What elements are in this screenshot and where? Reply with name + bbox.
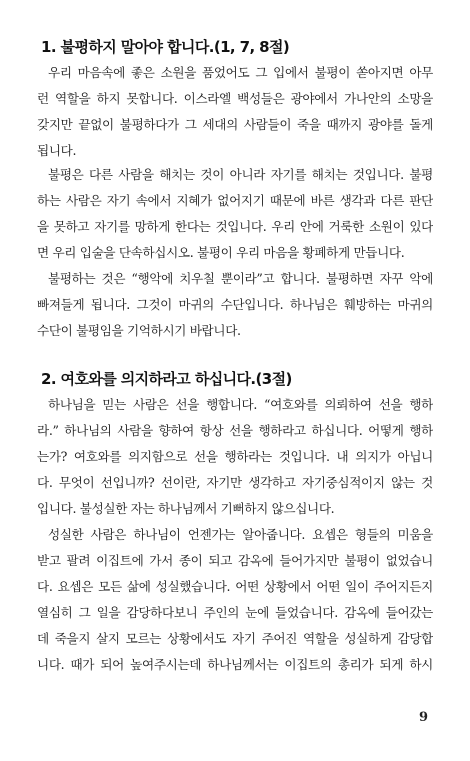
page-number: 9 [419, 710, 429, 725]
paragraph-line: 다. 무엇이 선입니까? 선이란, 자기만 생각하고 자기중심적이지 않는 것 [37, 475, 433, 490]
paragraph-line: 면 우리 입술을 단속하십시오. 불평이 우리 마음을 황폐하게 만듭니다. [37, 245, 405, 260]
paragraph-line: 런 역할을 하지 못합니다. 이스라엘 백성들은 광야에서 가나안의 소망을 [37, 91, 433, 106]
section-2-refs: (3절) [255, 370, 292, 388]
paragraph-line: 데 죽을지 살지 모르는 상황에서도 자기 주어진 역할을 성실하게 감당합 [37, 631, 433, 646]
paragraph-line: 는가? 여호와를 의지함으로 선을 행하라는 것입니다. 내 의지가 아닙니 [37, 449, 433, 464]
paragraph-line: 다. 요셉은 모든 삶에 성실했습니다. 어떤 상황에서 어떤 일이 주어지든지 [37, 579, 433, 594]
paragraph-line: 받고 팔려 이집트에 가서 종이 되고 감옥에 들어가지만 불평이 없었습니 [37, 553, 433, 568]
paragraph-line: 불평은 다른 사람을 해치는 것이 아니라 자기를 해치는 것입니다. 불평 [48, 167, 433, 182]
paragraph-line: 열심히 그 일을 감당하다보니 주인의 눈에 들었습니다. 감옥에 들어갔는 [37, 605, 433, 620]
paragraph-line: 라.” 하나님의 사람을 향하여 항상 선을 행하라고 하십니다. 어떻게 행하 [37, 423, 433, 438]
paragraph-line: 입니다. 불성실한 자는 하나님께서 기뻐하지 않으십니다. [37, 501, 335, 516]
paragraph-line: 빠져들게 됩니다. 그것이 마귀의 수단입니다. 하나님은 훼방하는 마귀의 [37, 297, 433, 312]
section-1-title: 1. 불평하지 말아야 합니다. [41, 38, 214, 56]
paragraph-line: 하나님을 믿는 사람은 선을 행합니다. “여호와를 의뢰하여 선을 행하 [48, 397, 433, 412]
section-1-refs: (1, 7, 8절) [213, 38, 290, 56]
paragraph-line: 하는 사람은 자기 속에서 지혜가 없어지기 때문에 바른 생각과 다른 판단 [37, 193, 433, 208]
paragraph-line: 우리 마음속에 좋은 소원을 품었어도 그 입에서 불평이 쏟아지면 아무 [48, 65, 433, 80]
section-2-heading [41, 368, 292, 389]
paragraph-line: 성실한 사람은 하나님이 언젠가는 알아줍니다. 요셉은 형들의 미움을 [48, 527, 433, 542]
section-1-heading [41, 36, 289, 57]
paragraph-line: 을 못하고 자기를 망하게 한다는 것입니다. 우리 안에 거룩한 소원이 있다 [37, 219, 433, 234]
paragraph-line: 수단이 불평임을 기억하시기 바랍니다. [37, 323, 241, 338]
paragraph-line: 됩니다. [37, 143, 77, 158]
paragraph-line: 니다. 때가 되어 높여주시는데 하나님께서는 이집트의 총리가 되게 하시 [37, 657, 433, 672]
paragraph-line: 갖지만 끝없이 불평하다가 그 세대의 사람들이 죽을 때까지 광야를 돌게 [37, 117, 433, 132]
paragraph-line: 불평하는 것은 “행악에 치우칠 뿐이라”고 합니다. 불평하면 자꾸 악에 [48, 271, 433, 286]
section-2-title: 2. 여호와를 의지하라고 하십니다. [41, 370, 256, 388]
